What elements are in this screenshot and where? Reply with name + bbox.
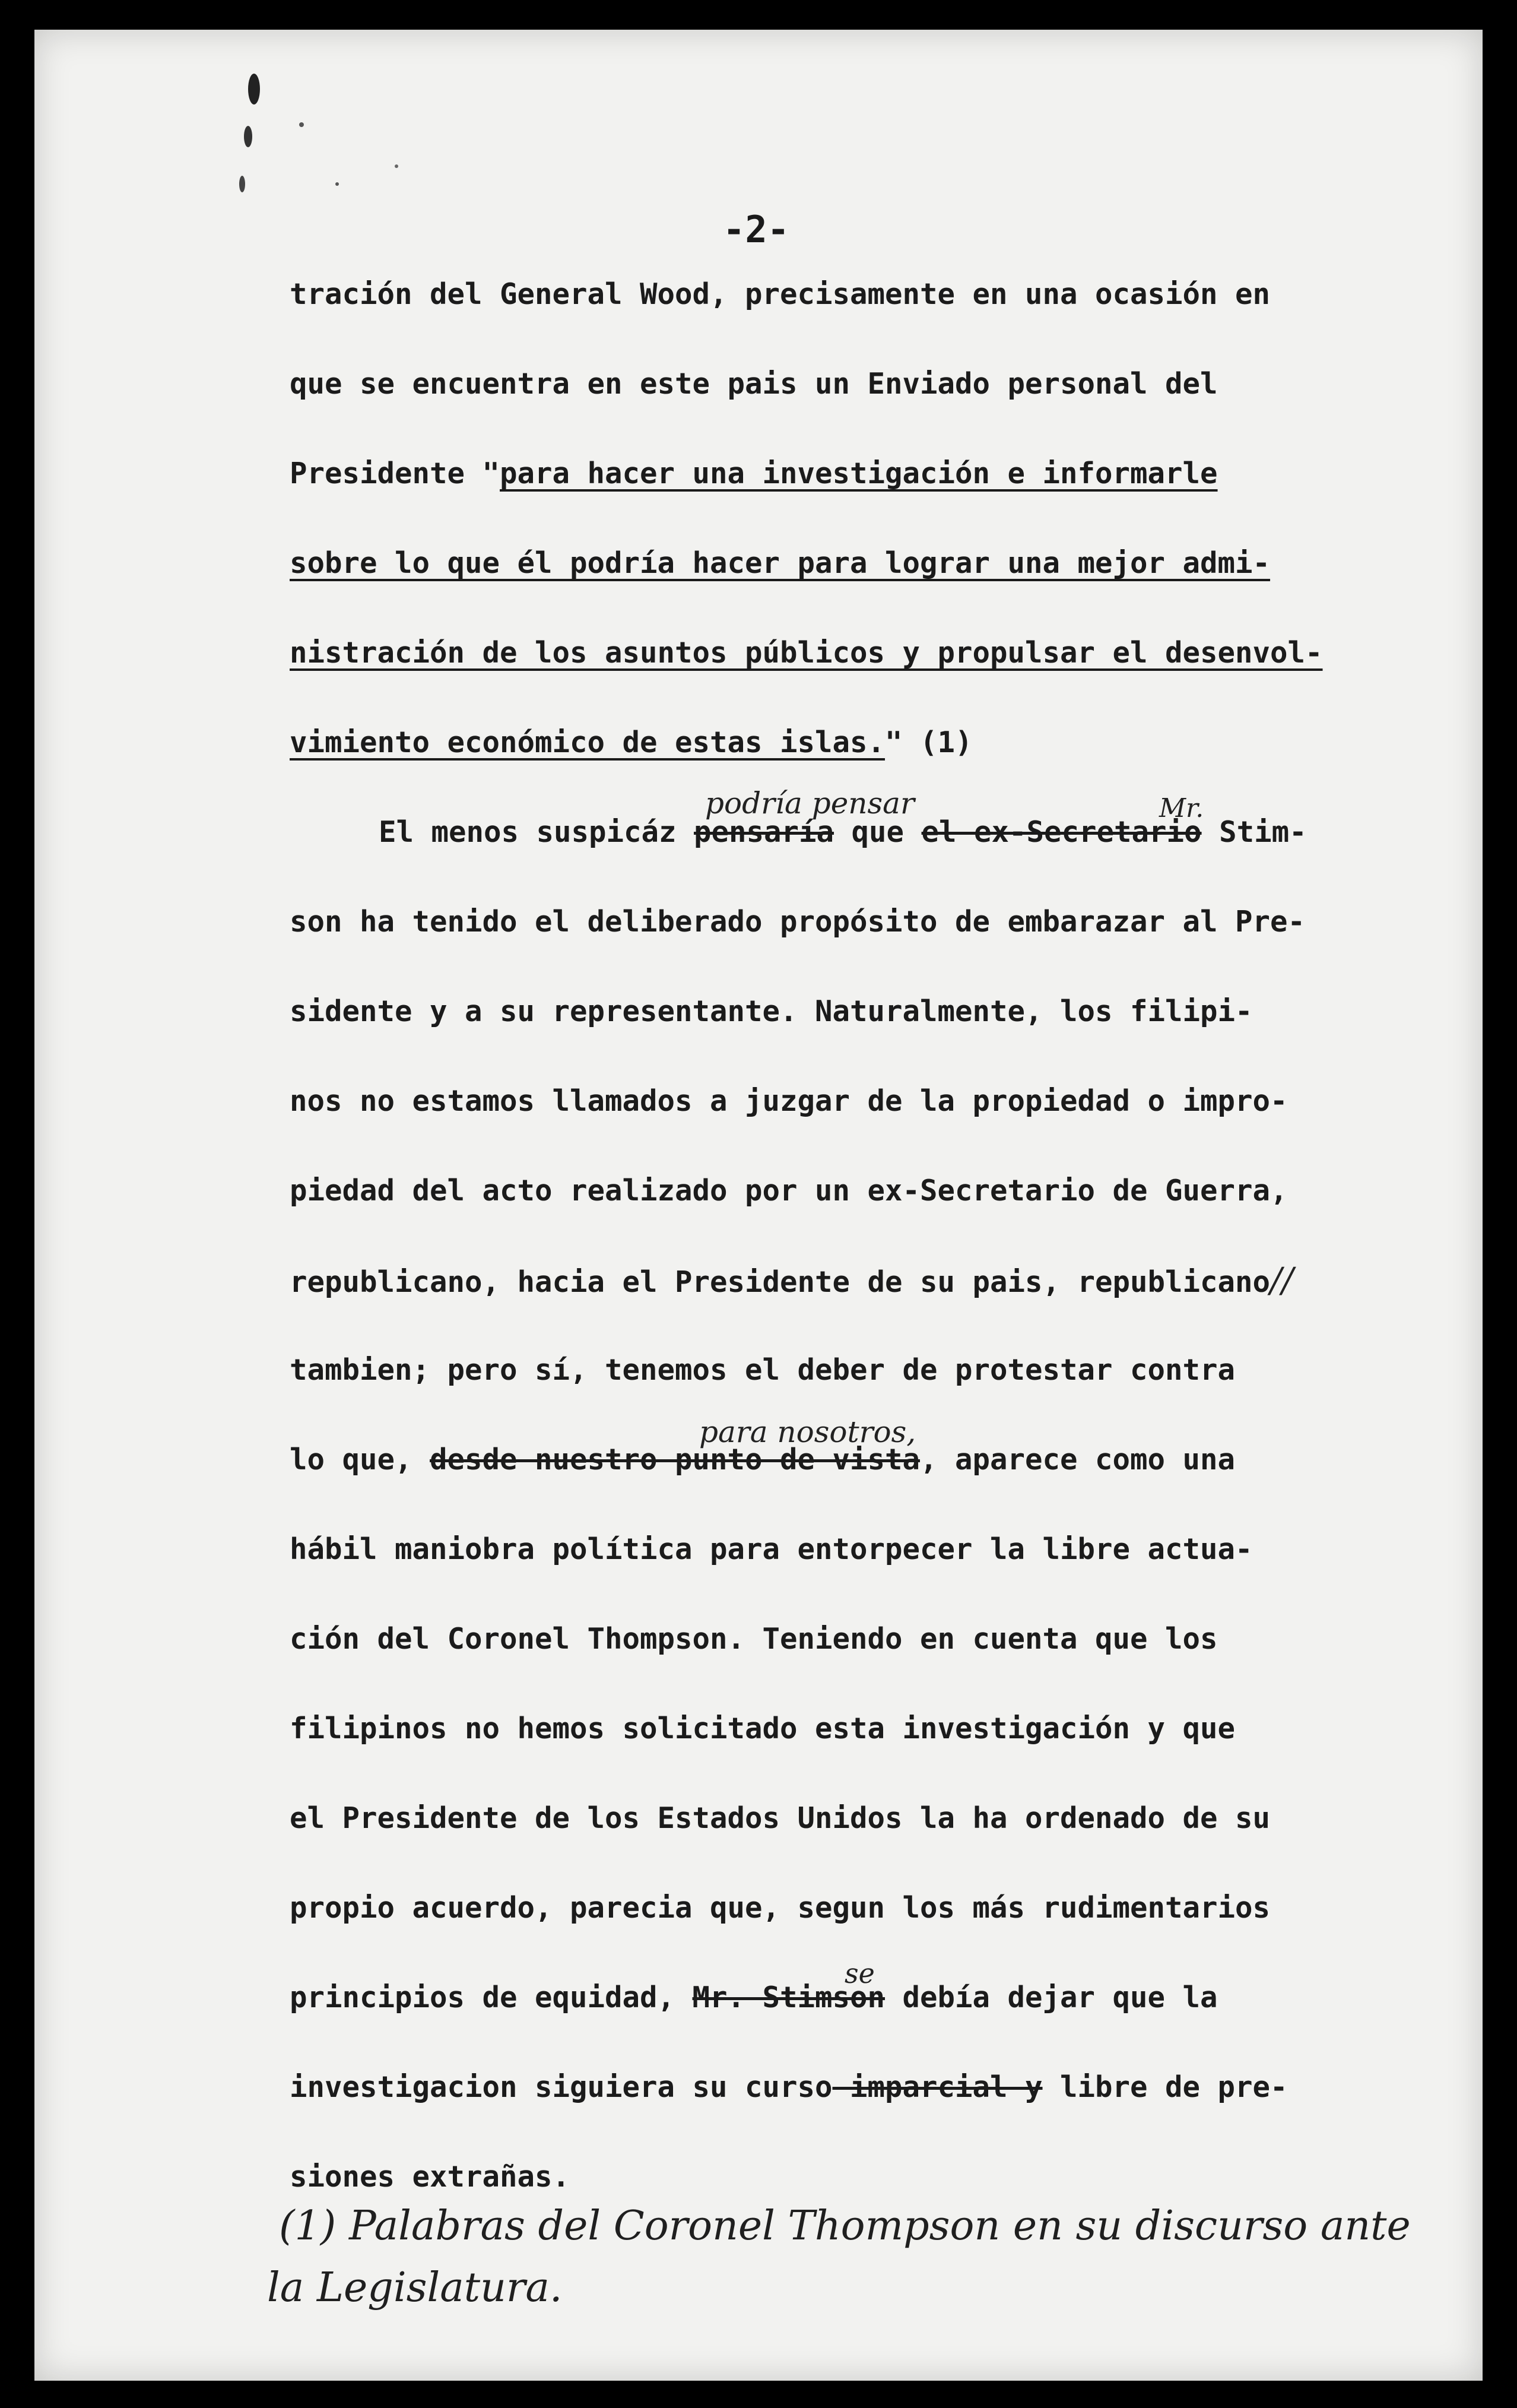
text-line	[290, 1235, 1322, 1325]
handwritten-insertion: para nosotros,	[699, 1415, 916, 1449]
struck-word: el ex-Secretario	[921, 815, 1202, 849]
text-segment: El menos suspicáz	[379, 815, 694, 849]
text-segment: que	[834, 815, 922, 849]
text-line: filipinos no hemos solicitado esta investigación y que	[290, 1712, 1236, 1745]
struck-word: imparcial y	[832, 2070, 1043, 2104]
text-line: siones extrañas.	[290, 2160, 570, 2194]
footnote-line: la Legislatura.	[267, 2264, 563, 2311]
text-segment: lo que,	[290, 1443, 430, 1477]
text-segment: , aparece como una	[920, 1443, 1236, 1477]
text-line: piedad del acto realizado por un ex-Secretario de Guerra,	[290, 1174, 1288, 1208]
text-line: el Presidente de los Estados Unidos la ha ordenado de su	[290, 1801, 1271, 1835]
handwritten-footnote	[267, 2197, 1430, 2311]
text-line: ción del Coronel Thompson. Teniendo en cuenta que los	[290, 1622, 1218, 1656]
text-line: que se encuentra en este pais un Enviado personal del	[290, 367, 1218, 401]
underlined-quote: sobre lo que él podría hacer para lograr una mejor admi-	[290, 546, 1271, 580]
struck-word: pensaría	[694, 815, 834, 849]
text-segment: libre de pre-	[1042, 2070, 1288, 2104]
ink-specks	[218, 65, 468, 267]
text-line: propio acuerdo, parecia que, segun los más rudimentarios	[290, 1891, 1271, 1925]
underlined-quote: vimiento económico de estas islas.	[290, 725, 886, 759]
footnote-marker: " (1)	[885, 725, 973, 759]
text-line	[290, 429, 1322, 518]
text-line	[290, 2042, 1322, 2132]
handwritten-insertion: podría pensar	[705, 786, 915, 820]
text-segment: Presidente "	[290, 457, 500, 490]
handwritten-insertion: se	[845, 1957, 875, 1989]
text-line	[290, 1415, 1322, 1504]
text-segment: republicano, hacia el Presidente de su pais, republicano	[290, 1265, 1271, 1299]
underlined-quote: nistración de los asuntos públicos y propulsar el desenvol-	[290, 636, 1323, 670]
handwritten-mark: //	[1270, 1260, 1294, 1300]
page-number: -2-	[723, 208, 789, 251]
text-segment: debía dejar que la	[885, 1981, 1218, 2014]
text-line	[290, 1953, 1322, 2042]
text-line: hábil maniobra política para entorpecer la libre actua-	[290, 1532, 1253, 1566]
text-line: nos no estamos llamados a juzgar de la propiedad o impro-	[290, 1084, 1288, 1118]
text-segment: principios de equidad,	[290, 1981, 693, 2014]
text-segment: investigacion siguiera su curso	[290, 2070, 833, 2104]
struck-word: Mr. Stimson	[692, 1981, 886, 2014]
document-body	[290, 249, 1322, 2222]
struck-phrase: desde nuestro punto de vista	[430, 1443, 921, 1477]
footnote-line: (1) Palabras del Coronel Thompson en su discurso ante	[279, 2203, 1411, 2249]
text-line: tración del General Wood, precisamente en una ocasión en	[290, 277, 1271, 311]
underlined-quote: para hacer una investigación e informarle	[500, 457, 1218, 490]
text-line: son ha tenido el deliberado propósito de embarazar al Pre-	[290, 905, 1306, 939]
text-line: tambien; pero sí, tenemos el deber de protestar contra	[290, 1353, 1236, 1387]
handwritten-insertion: Mr.	[1159, 793, 1204, 823]
text-line: sidente y a su representante. Naturalmente, los filipi-	[290, 994, 1253, 1028]
text-segment: Stim-	[1201, 815, 1307, 849]
paragraph-start	[290, 787, 1322, 877]
